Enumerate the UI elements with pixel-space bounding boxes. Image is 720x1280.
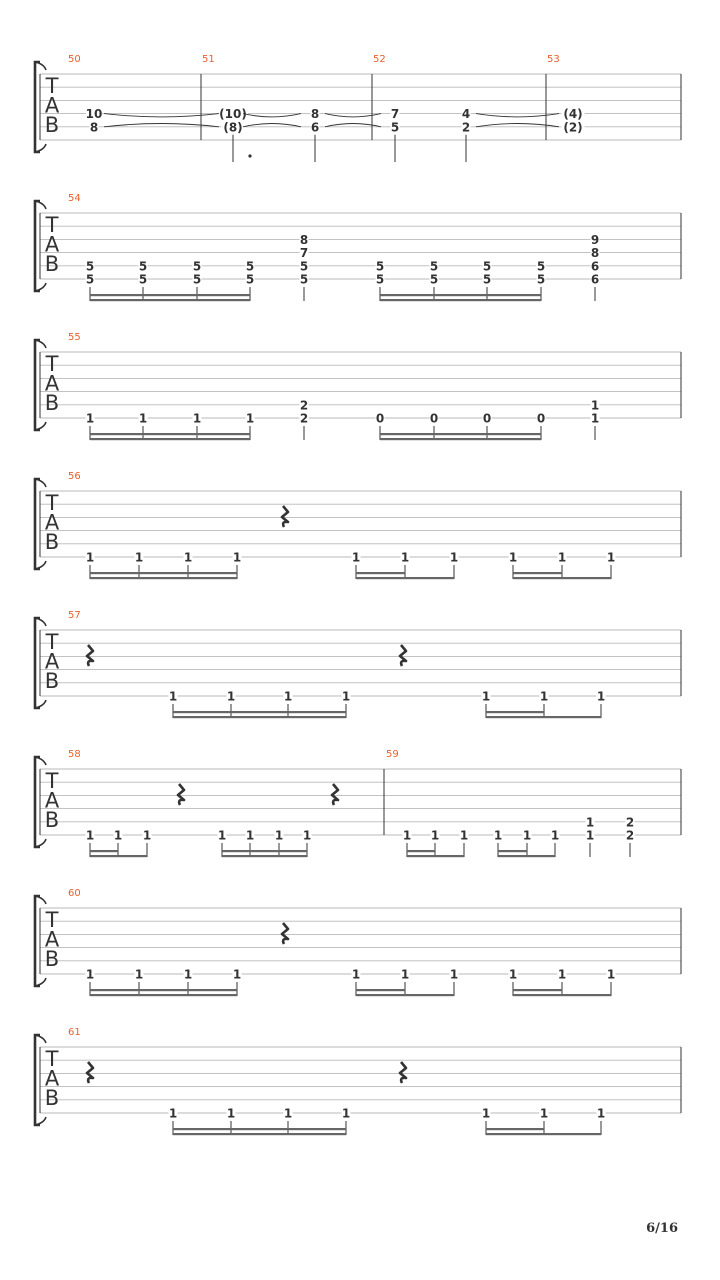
measure-number: 55 (68, 332, 81, 343)
fret-number: 1 (85, 828, 95, 843)
fret-number: 4 (461, 107, 471, 122)
tab-system (35, 1027, 681, 1135)
fret-number: 0 (536, 411, 546, 426)
fret-number: 1 (557, 550, 567, 565)
tab-clef-letter: B (44, 252, 60, 276)
fret-number: 1 (302, 828, 312, 843)
tab-system (35, 749, 681, 857)
tab-clef-letter: A (44, 510, 60, 535)
fret-number: 1 (459, 828, 469, 843)
beam-secondary (90, 850, 118, 852)
fret-number: 1 (590, 398, 600, 413)
fret-number: 1 (590, 411, 600, 426)
quarter-rest (332, 784, 338, 805)
fret-number: 5 (536, 272, 546, 287)
fret-number: 9 (590, 232, 600, 247)
system-bracket (35, 896, 40, 986)
tab-system (35, 193, 681, 301)
tab-clef-letter: T (45, 213, 59, 237)
beam-secondary (380, 433, 541, 435)
beam-secondary (513, 989, 562, 991)
fret-number: 1 (85, 967, 95, 982)
fret-number: 1 (449, 967, 459, 982)
tab-clef-letter: T (45, 630, 59, 654)
beam-primary (173, 1133, 346, 1135)
slide-line (325, 114, 381, 117)
fret-number: 1 (508, 967, 518, 982)
fret-number: 1 (192, 411, 202, 426)
fret-number: 1 (508, 550, 518, 565)
bracket-curl-top (35, 479, 46, 487)
fret-number: 0 (375, 411, 385, 426)
fret-number: 5 (192, 259, 202, 274)
bracket-curl-bottom (35, 700, 46, 708)
fret-number: 6 (590, 259, 600, 274)
fret-number: 2 (461, 120, 471, 135)
tab-clef-letter: A (44, 1066, 60, 1091)
beam-primary (90, 577, 237, 579)
bracket-curl-top (35, 201, 46, 209)
beam-primary (90, 994, 237, 996)
bracket-curl-bottom (35, 839, 46, 847)
beam-primary (90, 855, 147, 857)
fret-number: 5 (138, 259, 148, 274)
fret-number: 1 (596, 689, 606, 704)
quarter-rest (87, 1062, 93, 1083)
fret-number: 1 (585, 815, 595, 830)
fret-number: 1 (183, 550, 193, 565)
fret-number: 1 (226, 1106, 236, 1121)
fret-number: 5 (429, 259, 439, 274)
bracket-curl-top (35, 896, 46, 904)
fret-number: 1 (596, 1106, 606, 1121)
measure-number: 59 (386, 749, 399, 760)
tab-clef-letter: T (45, 908, 59, 932)
beam-primary (222, 855, 307, 857)
tab-system (35, 471, 681, 579)
fret-number: 5 (192, 272, 202, 287)
fret-number: 5 (482, 259, 492, 274)
tab-clef-letter: A (44, 93, 60, 118)
rhythm-dot (248, 154, 251, 157)
tab-clef-letter: T (45, 491, 59, 515)
measure-number: 60 (68, 888, 81, 899)
beam-secondary (173, 1128, 346, 1130)
fret-number: 1 (283, 689, 293, 704)
fret-number: 1 (85, 550, 95, 565)
beam-primary (90, 299, 250, 301)
fret-number: 5 (429, 272, 439, 287)
fret-number: 5 (138, 272, 148, 287)
fret-number: 5 (245, 272, 255, 287)
measure-number: 50 (68, 54, 81, 65)
tab-system (35, 888, 681, 996)
bracket-curl-bottom (35, 978, 46, 986)
fret-number: 1 (341, 689, 351, 704)
beam-secondary (486, 711, 544, 713)
beam-primary (498, 855, 555, 857)
fret-number: 1 (232, 967, 242, 982)
fret-number: 1 (274, 828, 284, 843)
fret-number: 5 (482, 272, 492, 287)
beam-primary (513, 577, 611, 579)
beam-secondary (90, 433, 250, 435)
bracket-curl-top (35, 618, 46, 626)
fret-number: 5 (299, 272, 309, 287)
tab-clef-letter: B (44, 113, 60, 137)
tab-clef-letter: A (44, 927, 60, 952)
fret-number: 1 (245, 411, 255, 426)
fret-number: 5 (85, 259, 95, 274)
bracket-curl-top (35, 1035, 46, 1043)
beam-primary (486, 1133, 601, 1135)
fret-number: 0 (429, 411, 439, 426)
beam-primary (173, 716, 346, 718)
bracket-curl-top (35, 757, 46, 765)
fret-number: 8 (590, 246, 600, 261)
beam-primary (407, 855, 464, 857)
tab-clef-letter: A (44, 371, 60, 396)
tab-system (35, 332, 681, 440)
fret-number: 1 (245, 828, 255, 843)
measure-number: 58 (68, 749, 81, 760)
bracket-curl-bottom (35, 1117, 46, 1125)
fret-number: 8 (89, 120, 99, 135)
fret-number: 1 (539, 689, 549, 704)
fret-number: 10 (85, 107, 103, 122)
fret-number: 1 (351, 550, 361, 565)
beam-primary (356, 994, 454, 996)
fret-number: 1 (522, 828, 532, 843)
measure-number: 52 (373, 54, 386, 65)
fret-number: 7 (390, 107, 400, 122)
fret-number: 5 (245, 259, 255, 274)
quarter-rest (400, 645, 406, 666)
bracket-curl-bottom (35, 561, 46, 569)
tab-clef-letter: B (44, 947, 60, 971)
beam-primary (90, 438, 250, 440)
beam-secondary (513, 572, 562, 574)
system-bracket (35, 201, 40, 291)
fret-number: 1 (585, 828, 595, 843)
measure-number: 54 (68, 193, 81, 204)
beam-secondary (356, 572, 405, 574)
measure-number: 56 (68, 471, 81, 482)
beam-secondary (90, 989, 237, 991)
beam-secondary (356, 989, 405, 991)
fret-number: 7 (299, 246, 309, 261)
system-bracket (35, 62, 40, 152)
fret-number: 5 (85, 272, 95, 287)
fret-number: 1 (134, 550, 144, 565)
beam-secondary (380, 294, 541, 296)
beam-primary (356, 577, 454, 579)
beam-secondary (90, 572, 237, 574)
system-bracket (35, 757, 40, 847)
fret-number: 1 (539, 1106, 549, 1121)
beam-secondary (90, 294, 250, 296)
quarter-rest (178, 784, 184, 805)
tab-clef-letter: T (45, 74, 59, 98)
fret-number: 1 (138, 411, 148, 426)
beam-primary (486, 716, 601, 718)
bracket-curl-top (35, 340, 46, 348)
fret-number: 1 (481, 689, 491, 704)
fret-number: 1 (400, 550, 410, 565)
fret-number: 1 (217, 828, 227, 843)
beam-secondary (498, 850, 527, 852)
bracket-curl-bottom (35, 283, 46, 291)
fret-number: 8 (299, 232, 309, 247)
slide-line (243, 114, 301, 117)
tab-clef-letter: T (45, 1047, 59, 1071)
tab-system (35, 610, 681, 718)
fret-number: 1 (232, 550, 242, 565)
fret-number: 1 (493, 828, 503, 843)
slide-line (476, 124, 559, 127)
fret-number: 1 (557, 967, 567, 982)
fret-number: 1 (134, 967, 144, 982)
quarter-rest (282, 923, 288, 944)
bracket-curl-bottom (35, 144, 46, 152)
slide-line (104, 114, 219, 117)
tab-clef-letter: B (44, 808, 60, 832)
fret-number: 1 (183, 967, 193, 982)
system-bracket (35, 618, 40, 708)
fret-number: 2 (299, 411, 309, 426)
bracket-curl-top (35, 62, 46, 70)
fret-number: (8) (223, 120, 243, 135)
fret-number: 1 (142, 828, 152, 843)
fret-number: 5 (375, 272, 385, 287)
fret-number: 1 (341, 1106, 351, 1121)
fret-number: 2 (299, 398, 309, 413)
tab-clef-letter: B (44, 1086, 60, 1110)
fret-number: 2 (625, 815, 635, 830)
beam-secondary (407, 850, 435, 852)
fret-number: 1 (606, 550, 616, 565)
beam-primary (380, 438, 541, 440)
fret-number: 1 (402, 828, 412, 843)
beam-secondary (486, 1128, 544, 1130)
fret-number: (4) (563, 107, 583, 122)
beam-secondary (222, 850, 307, 852)
tab-clef-letter: B (44, 669, 60, 693)
measure-number: 61 (68, 1027, 81, 1038)
fret-number: 1 (449, 550, 459, 565)
system-bracket (35, 1035, 40, 1125)
tab-system (35, 54, 681, 162)
quarter-rest (400, 1062, 406, 1083)
tab-clef-letter: B (44, 530, 60, 554)
fret-number: 1 (550, 828, 560, 843)
fret-number: 5 (536, 259, 546, 274)
slide-line (476, 114, 559, 117)
bracket-curl-bottom (35, 422, 46, 430)
fret-number: 0 (482, 411, 492, 426)
fret-number: 1 (430, 828, 440, 843)
tab-clef-letter: A (44, 649, 60, 674)
fret-number: (2) (563, 120, 583, 135)
quarter-rest (282, 506, 288, 527)
fret-number: 1 (283, 1106, 293, 1121)
measure-number: 53 (547, 54, 560, 65)
fret-number: 8 (310, 107, 320, 122)
fret-number: 1 (113, 828, 123, 843)
quarter-rest (87, 645, 93, 666)
fret-number: 2 (625, 828, 635, 843)
fret-number: 5 (390, 120, 400, 135)
fret-number: 1 (85, 411, 95, 426)
fret-number: 1 (400, 967, 410, 982)
tab-clef-letter: A (44, 232, 60, 257)
tab-clef-letter: T (45, 352, 59, 376)
tab-clef-letter: T (45, 769, 59, 793)
page-number: 6/16 (646, 1221, 678, 1236)
slide-line (325, 124, 381, 127)
slide-line (243, 124, 301, 127)
system-bracket (35, 479, 40, 569)
fret-number: 1 (168, 1106, 178, 1121)
beam-primary (380, 299, 541, 301)
tab-clef-letter: A (44, 788, 60, 813)
fret-number: 1 (351, 967, 361, 982)
fret-number: 5 (299, 259, 309, 274)
fret-number: 5 (375, 259, 385, 274)
beam-secondary (173, 711, 346, 713)
fret-number: (10) (219, 107, 247, 122)
fret-number: 1 (606, 967, 616, 982)
measure-number: 57 (68, 610, 81, 621)
fret-number: 6 (310, 120, 320, 135)
fret-number: 1 (481, 1106, 491, 1121)
beam-primary (513, 994, 611, 996)
system-bracket (35, 340, 40, 430)
tab-clef-letter: B (44, 391, 60, 415)
fret-number: 1 (168, 689, 178, 704)
fret-number: 1 (226, 689, 236, 704)
measure-number: 51 (202, 54, 215, 65)
fret-number: 6 (590, 272, 600, 287)
slide-line (104, 124, 219, 127)
